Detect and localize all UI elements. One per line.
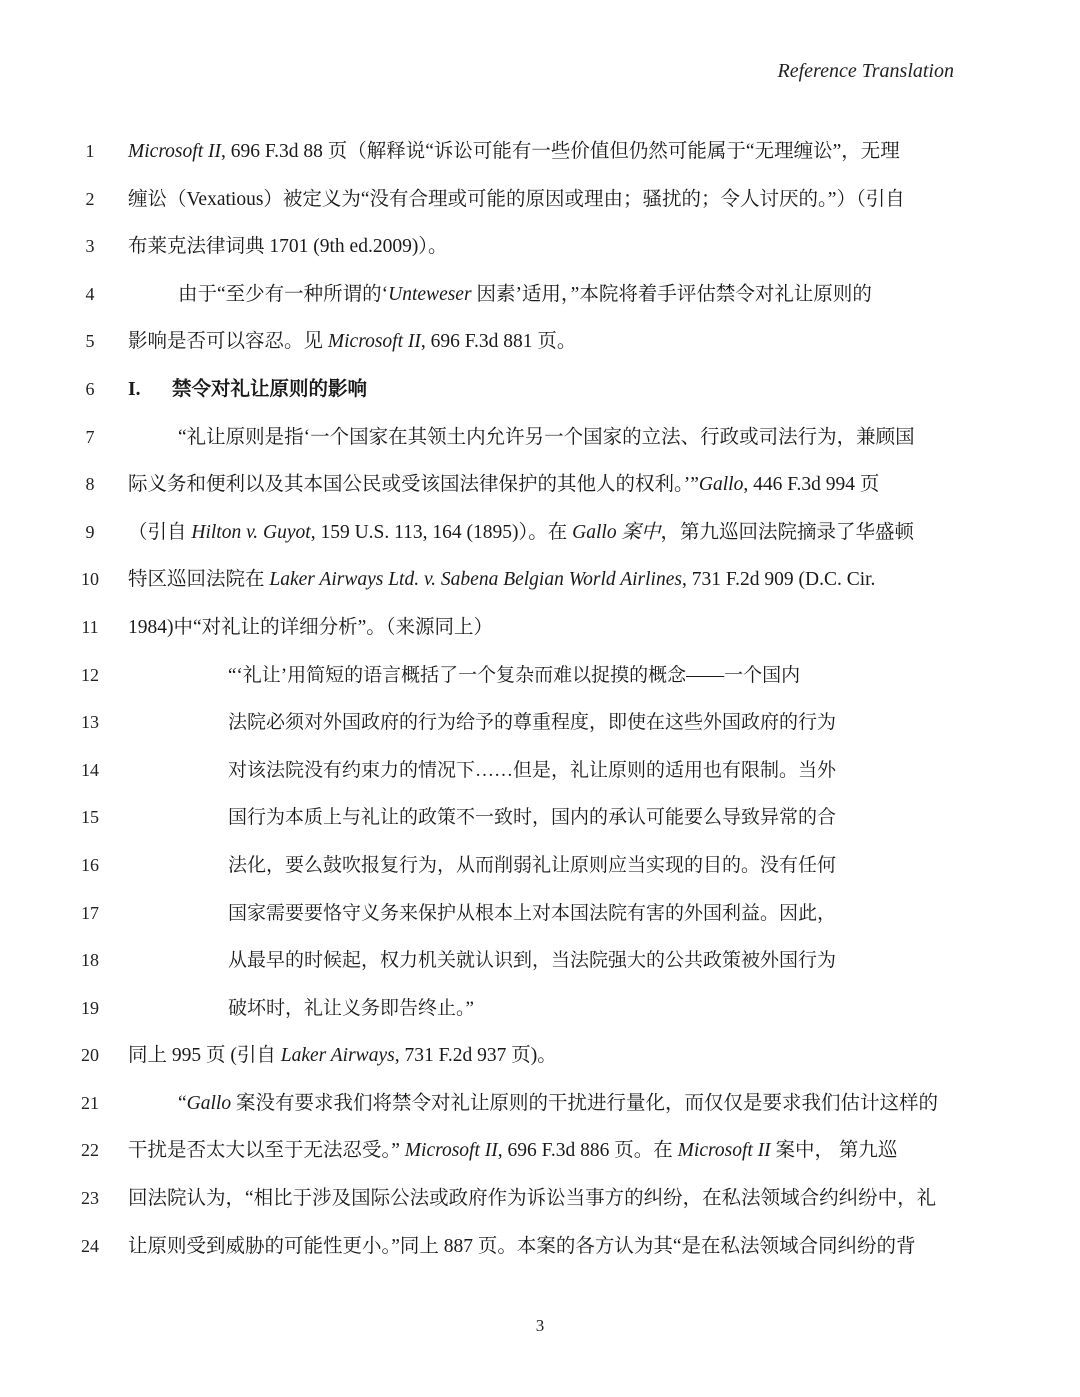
line-text: [128, 414, 954, 462]
running-header: Reference Translation: [777, 60, 954, 82]
text-segment: , 696 F.3d 881 页。: [420, 331, 577, 353]
text-segment: 因素’适用，”本院将着手评估禁令对礼让原则的: [471, 283, 872, 305]
line-number: 15: [81, 807, 99, 828]
block-quote-line: [228, 747, 854, 795]
line-text: [128, 509, 954, 557]
line-text: [128, 1223, 954, 1271]
line-number: 14: [81, 759, 99, 780]
citation-italic: Laker Airways Ltd. v. Sabena Belgian World Airlines: [269, 569, 682, 591]
section-number: I.: [128, 378, 141, 400]
text-segment: , 159 U.S. 113, 164 (1895)）。在: [310, 521, 573, 543]
page-number: 3: [535, 1316, 545, 1335]
line-text: [128, 1175, 954, 1223]
citation-italic: Microsoft II: [128, 141, 221, 162]
line-text: [128, 176, 954, 224]
line-number: 16: [81, 854, 99, 875]
citation-italic: Microsoft II: [327, 331, 421, 353]
text-segment: , 696 F.3d 886 页。在: [497, 1140, 678, 1162]
block-quote-line: [228, 937, 854, 985]
document-line: [0, 414, 1080, 462]
block-quote-line: [228, 699, 854, 747]
citation-italic: Gallo: [186, 1092, 232, 1114]
document-line: [0, 747, 1080, 795]
line-number: 23: [81, 1188, 99, 1209]
block-quote-line: [228, 794, 854, 842]
document-line: [0, 1080, 1080, 1128]
text-segment: （引自: [128, 521, 192, 543]
text-segment: 国家需要要恪守义务来保护从根本上对本国法院有害的外国利益。因此，: [228, 902, 837, 924]
citation-italic: Gallo 案中: [572, 521, 661, 543]
line-number: 18: [81, 950, 99, 971]
document-line: [0, 461, 1080, 509]
text-segment: 让原则受到威胁的可能性更小。”同上 887 页。本案的各方认为其“是在私法领域合同纠纷的背: [128, 1235, 916, 1257]
document-line: [0, 652, 1080, 700]
document-line: [0, 604, 1080, 652]
document-line: [0, 318, 1080, 366]
block-quote-line: [228, 652, 854, 700]
document-line: [0, 794, 1080, 842]
text-segment: 法院必须对外国政府的行为给予的尊重程度，即使在这些外国政府的行为: [228, 712, 837, 734]
text-segment: 案中， 第九巡: [770, 1140, 898, 1162]
block-quote-line: [228, 985, 854, 1033]
line-text: [128, 461, 954, 509]
line-number: 5: [85, 331, 95, 352]
line-text: [128, 1127, 954, 1175]
line-text: [128, 556, 954, 604]
text-segment: 回法院认为，“相比于涉及国际公法或政府作为诉讼当事方的纠纷，在私法领域合约纠纷中，礼: [128, 1188, 937, 1210]
document-line: [0, 842, 1080, 890]
line-number: 11: [81, 616, 99, 637]
text-segment: 同上 995 页 (引自: [128, 1045, 281, 1067]
line-number: 6: [85, 378, 95, 399]
document-line: [0, 1175, 1080, 1223]
document-line: [0, 985, 1080, 1033]
line-number: 10: [81, 569, 99, 590]
text-segment: “: [178, 1092, 187, 1114]
line-text: [128, 128, 954, 176]
line-number: 12: [81, 664, 99, 685]
text-segment: 对该法院没有约束力的情况下……但是，礼让原则的适用也有限制。当外: [228, 759, 837, 781]
text-segment: 干扰是否太大以至于无法忍受。”: [128, 1140, 405, 1162]
line-text: [128, 1032, 954, 1080]
document-line: [0, 937, 1080, 985]
document-line: [0, 699, 1080, 747]
text-segment: , 731 F.2d 909 (D.C. Cir.: [681, 569, 876, 591]
document-line: [0, 1032, 1080, 1080]
line-number: 8: [85, 474, 95, 495]
document-line: [0, 176, 1080, 224]
line-text: [128, 223, 954, 271]
text-segment: 从最早的时候起，权力机关就认识到，当法院强大的公共政策被外国行为: [228, 950, 837, 972]
document-body: [0, 128, 1080, 1270]
text-segment: “‘礼让’用简短的语言概括了一个复杂而难以捉摸的概念——一个国内: [228, 664, 801, 686]
text-segment: 法化，要么鼓吹报复行为，从而削弱礼让原则应当实现的目的。没有任何: [228, 854, 837, 876]
document-line: [0, 1127, 1080, 1175]
text-segment: 缠讼（Vexatious）被定义为“没有合理或可能的原因或理由；骚扰的；令人讨厌的。”）（引自: [128, 188, 905, 210]
text-segment: 影响是否可以容忍。见: [128, 331, 328, 353]
line-text: [128, 1080, 954, 1128]
line-text: [128, 604, 954, 652]
text-segment: 1984)中“对礼让的详细分析”。（来源同上）: [128, 616, 494, 638]
text-segment: 禁令对礼让原则的影响: [172, 378, 368, 400]
line-text: [128, 271, 954, 319]
line-number: 1: [85, 141, 95, 161]
text-segment: 际义务和便利以及其本国公民或受该国法律保护的其他人的权利。’”: [128, 474, 699, 496]
document-line: [0, 509, 1080, 557]
line-number: 17: [81, 902, 99, 923]
text-segment: ，第九巡回法院摘录了华盛顿: [660, 521, 914, 543]
text-segment: 由于“至少有一种所谓的‘: [178, 283, 389, 305]
line-text: [128, 318, 954, 366]
text-segment: 国行为本质上与礼让的政策不一致时，国内的承认可能要么导致异常的合: [228, 807, 837, 829]
line-number: 2: [85, 188, 95, 209]
line-number: 9: [85, 521, 95, 542]
line-number: 20: [81, 1045, 99, 1066]
block-quote-line: [228, 890, 854, 938]
line-number: 4: [85, 283, 95, 304]
line-number: 13: [81, 712, 99, 733]
text-segment: , 446 F.3d 994 页: [743, 474, 880, 496]
citation-italic: Gallo: [698, 474, 744, 496]
citation-italic: Laker Airways: [280, 1045, 395, 1067]
document-line: [0, 890, 1080, 938]
line-number: 21: [81, 1092, 99, 1113]
line-number: 22: [81, 1140, 99, 1161]
text-segment: , 731 F.2d 937 页)。: [394, 1045, 557, 1067]
text-segment: 布莱克法律词典 1701 (9th ed.2009)）。: [128, 236, 448, 258]
text-segment: “礼让原则是指‘一个国家在其领土内允许另一个国家的立法、行政或司法行为，兼顾国: [178, 426, 915, 448]
citation-italic: Microsoft II: [677, 1140, 771, 1162]
section-heading: [128, 366, 954, 414]
line-number: 24: [81, 1235, 99, 1256]
line-number: 19: [81, 997, 99, 1018]
line-number: 7: [85, 426, 95, 447]
text-segment: 特区巡回法院在: [128, 569, 270, 591]
document-line: [0, 366, 1080, 414]
document-line: [0, 1223, 1080, 1271]
citation-italic: Hilton v. Guyot: [191, 521, 311, 543]
document-line: [0, 223, 1080, 271]
citation-italic: Microsoft II: [404, 1140, 498, 1162]
block-quote-line: [228, 842, 854, 890]
document-line: [0, 556, 1080, 604]
text-segment: 案没有要求我们将禁令对礼让原则的干扰进行量化，而仅仅是要求我们估计这样的: [231, 1092, 938, 1114]
document-line: [0, 128, 1080, 176]
document-line: [0, 271, 1080, 319]
text-segment: 破坏时，礼让义务即告终止。”: [228, 997, 474, 1019]
text-segment: , 696 F.3d 88 页（解释说“诉讼可能有一些价值但仍然可能属于“无理缠讼”，无理: [220, 141, 900, 162]
citation-italic: Unteweser: [388, 283, 472, 305]
line-number: 3: [85, 236, 95, 257]
